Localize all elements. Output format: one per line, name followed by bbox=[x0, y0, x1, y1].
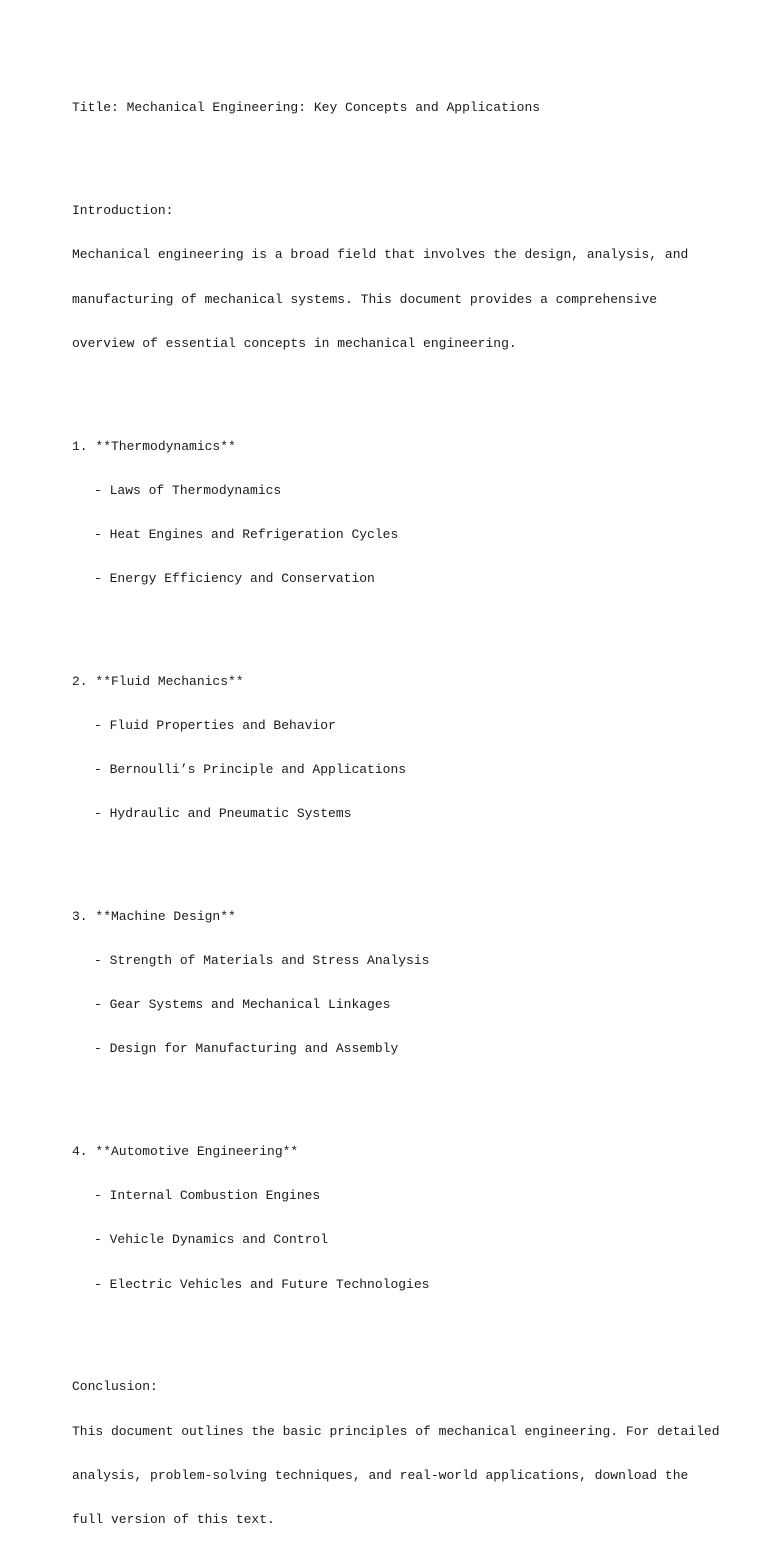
intro-heading: Introduction: bbox=[72, 203, 174, 219]
list-item: - Electric Vehicles and Future Technologies bbox=[94, 1276, 430, 1292]
list-item: - Design for Manufacturing and Assembly bbox=[94, 1041, 399, 1057]
intro-line: Mechanical engineering is a broad field that involves the design, analysis, and bbox=[72, 247, 689, 263]
intro-line: overview of essential concepts in mechanical engineering. bbox=[72, 335, 517, 351]
spacer bbox=[72, 146, 732, 161]
conclusion-line: This document outlines the basic principles of mechanical engineering. For detailed bbox=[72, 1423, 720, 1439]
spacer bbox=[72, 1086, 732, 1101]
list-item: - Strength of Materials and Stress Analysis bbox=[94, 953, 430, 969]
section-heading-fluid-mechanics: 2. **Fluid Mechanics** bbox=[72, 673, 244, 689]
list-item: - Internal Combustion Engines bbox=[94, 1188, 321, 1204]
list-item: - Bernoulli’s Principle and Applications bbox=[94, 762, 407, 777]
list-item: - Energy Efficiency and Conservation bbox=[94, 570, 375, 586]
spacer bbox=[72, 1322, 732, 1337]
list-item: - Laws of Thermodynamics bbox=[94, 482, 282, 498]
spacer bbox=[72, 381, 732, 396]
section-heading-machine-design: 3. **Machine Design** bbox=[72, 909, 236, 925]
section-heading-automotive-engineering: 4. **Automotive Engineering** bbox=[72, 1144, 299, 1160]
document-page bbox=[72, 72, 732, 1542]
spacer bbox=[72, 851, 732, 866]
conclusion-line: analysis, problem-solving techniques, and real-world applications, download the bbox=[72, 1467, 689, 1483]
list-item: - Fluid Properties and Behavior bbox=[94, 717, 336, 733]
list-item: - Heat Engines and Refrigeration Cycles bbox=[94, 526, 399, 542]
spacer bbox=[72, 616, 732, 631]
conclusion-heading: Conclusion: bbox=[72, 1379, 158, 1395]
list-item: - Hydraulic and Pneumatic Systems bbox=[94, 806, 352, 822]
intro-line: manufacturing of mechanical systems. This document provides a comprehensive bbox=[72, 291, 658, 307]
document-title: Title: Mechanical Engineering: Key Concepts and Applications bbox=[72, 100, 541, 116]
section-heading-thermodynamics: 1. **Thermodynamics** bbox=[72, 438, 236, 454]
list-item: - Vehicle Dynamics and Control bbox=[94, 1232, 329, 1248]
conclusion-line: full version of this text. bbox=[72, 1511, 275, 1527]
list-item: - Gear Systems and Mechanical Linkages bbox=[94, 997, 391, 1013]
